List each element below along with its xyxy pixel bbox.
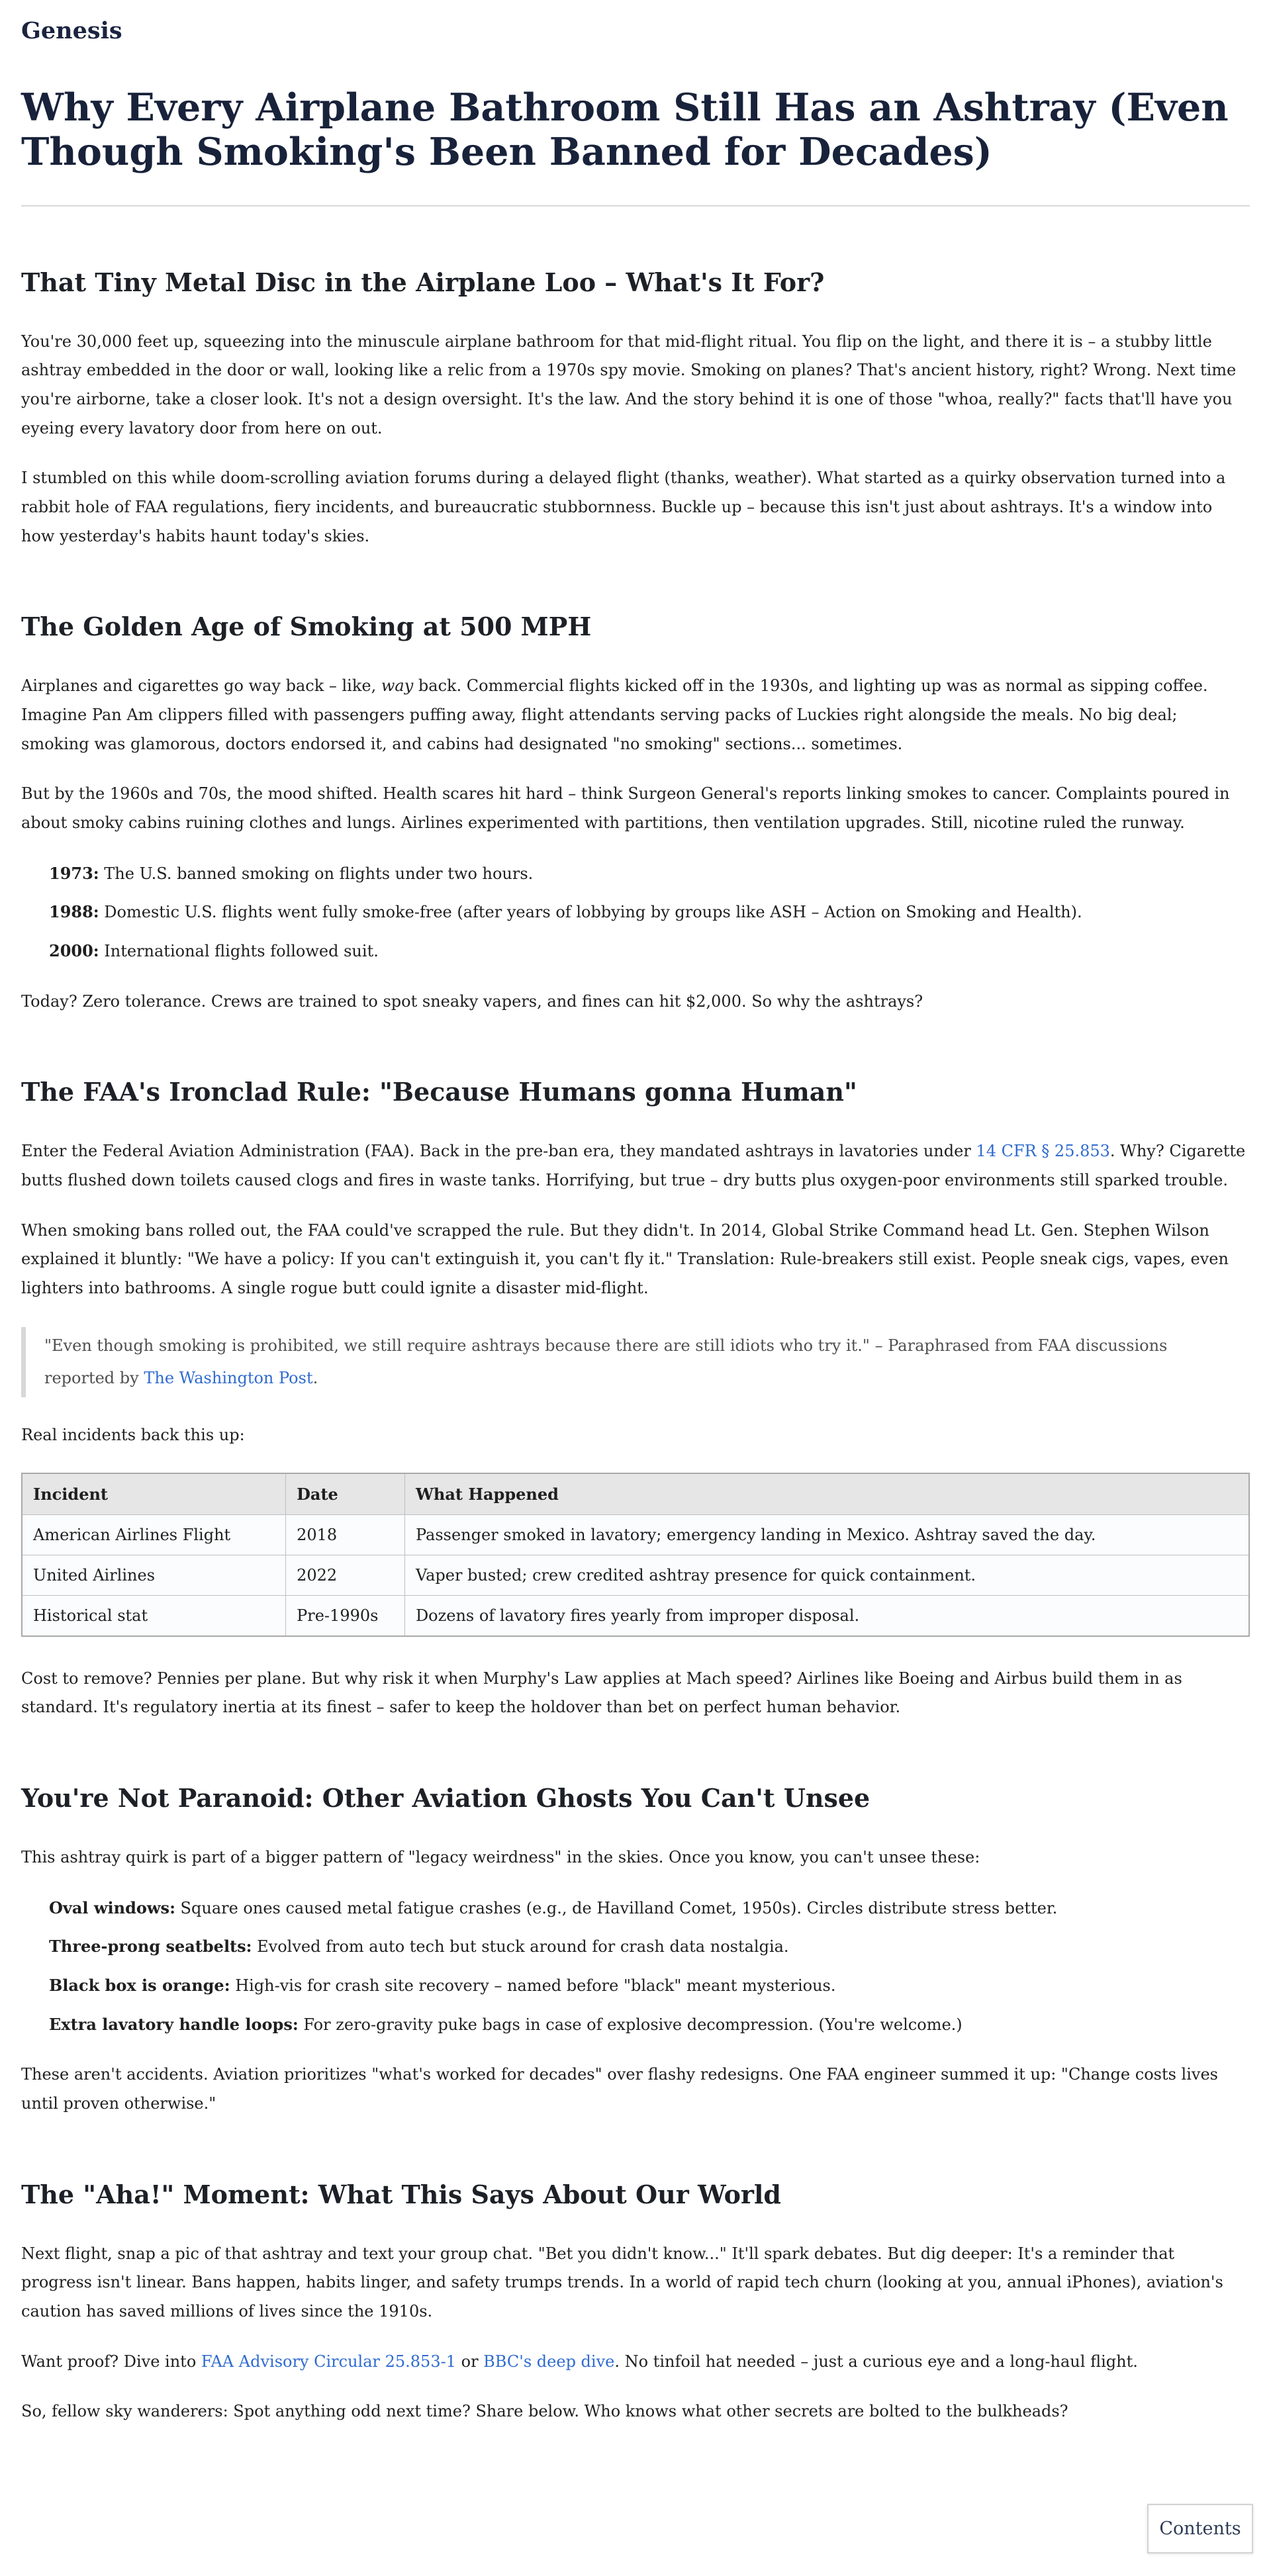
text-run: For zero-gravity puke bags in case of explosive decompression. (You're welcome.) xyxy=(298,2015,963,2034)
text-run: . xyxy=(312,1368,318,1387)
text-run: High-vis for crash site recovery – named before "black" meant mysterious. xyxy=(230,1976,836,1996)
paragraph: Today? Zero tolerance. Crews are trained to spot sneaky vapers, and fines can hit $2,000. So why the ashtrays? xyxy=(21,991,923,1011)
cfr-25-853-link[interactable]: 14 CFR § 25.853 xyxy=(976,1142,1110,1161)
faa-quote xyxy=(21,1327,1250,1397)
table-cell: Pre-1990s xyxy=(286,1595,405,1636)
table-header-row xyxy=(22,1473,1249,1515)
list-item xyxy=(49,2010,1250,2040)
table-row xyxy=(22,1595,1249,1636)
text-run: way xyxy=(381,676,414,696)
paragraph: When smoking bans rolled out, the FAA could've scrapped the rule. But they didn't. In 2014, Global Strike Command head Lt. Gen. Stephen Wilson explained it bluntly: "We have a policy: If you can't extinguish it, you can't fly it." Translation: Rule-breakers still exist. People sneak cigs, vapes, even lighters into bathrooms. A single rogue butt could ignite a disaster mid-flight. xyxy=(21,1220,1229,1297)
text-run: 1973: xyxy=(49,863,99,883)
faa-advisory-circular-link[interactable]: FAA Advisory Circular 25.853-1 xyxy=(201,2352,456,2371)
table-cell: 2018 xyxy=(286,1514,405,1555)
site-title: Genesis xyxy=(21,17,122,44)
list-item xyxy=(49,859,1250,889)
section-heading-golden-age: The Golden Age of Smoking at 500 MPH xyxy=(21,612,592,642)
paragraph: You're 30,000 feet up, squeezing into the minuscule airplane bathroom for that mid-flight ritual. You flip on the light, and there it is – a stubby little ashtray embedded in the door or wall, looking like a relic from a 1970s spy movie. Smoking on planes? That's ancient history, right? Wrong. Next time you're airborne, take a closer look. It's not a design oversight. It's the law. And the story behind it is one of those "whoa, really?" facts that'll have you eyeing every lavatory door from here on out. xyxy=(21,332,1237,437)
text-run: Enter the Federal Aviation Administration (FAA). Back in the pre-ban era, they mandated ashtrays in lavatories under xyxy=(21,1142,976,1161)
text-run: . Why? Cigarette butts flushed down toilets caused clogs and fires in waste tanks. Horrifying, but true – dry butts plus oxygen-poor environments still sparked trouble. xyxy=(21,1142,1246,1189)
text-run: Evolved from auto tech but stuck around for crash data nostalgia. xyxy=(252,1937,789,1956)
table-cell: Passenger smoked in lavatory; emergency landing in Mexico. Ashtray saved the day. xyxy=(404,1514,1249,1555)
incidents-table xyxy=(21,1473,1250,1637)
aviation-ghosts-list xyxy=(21,1894,1250,2040)
paragraph: But by the 1960s and 70s, the mood shifted. Health scares hit hard – think Surgeon General's reports linking smokes to cancer. Complaints poured in about smoky cabins ruining clothes and lungs. Airlines experimented with partitions, then ventilation upgrades. Still, nicotine ruled the runway. xyxy=(21,784,1230,832)
paragraph: Cost to remove? Pennies per plane. But why risk it when Murphy's Law applies at Mach speed? Airlines like Boeing and Airbus build them in as standard. It's regulatory inertia at its finest – safer to keep the holdover than bet on perfect human behavior. xyxy=(21,1669,1182,1717)
washington-post-link[interactable]: The Washington Post xyxy=(144,1368,313,1387)
text-run: 2000: xyxy=(49,941,99,960)
text-run: Black box is orange: xyxy=(49,1976,230,1996)
text-run: Want proof? Dive into xyxy=(21,2352,201,2371)
text-run: Domestic U.S. flights went fully smoke-free (after years of lobbying by groups like ASH – Action on Smoking and Health). xyxy=(99,903,1082,922)
list-item xyxy=(49,1894,1250,1923)
table-cell: Dozens of lavatory fires yearly from improper disposal. xyxy=(404,1595,1249,1636)
text-run: or xyxy=(455,2352,484,2371)
title-divider xyxy=(21,205,1250,207)
text-run: "Even though smoking is prohibited, we still require ashtrays because there are still idiots who try it." – Paraphrased from FAA discussions reported by xyxy=(44,1336,1168,1387)
text-run: back. Commercial flights kicked off in the 1930s, and lighting up was as normal as sipping coffee. Imagine Pan Am clippers filled with passengers puffing away, flight attendants serving packs of Luckies right alongside the meals. No big deal; smoking was glamorous, doctors endorsed it, and cabins had designated "no smoking" sections... sometimes. xyxy=(21,676,1208,753)
text-run: Three-prong seatbelts: xyxy=(49,1937,252,1956)
paragraph: I stumbled on this while doom-scrolling aviation forums during a delayed flight (thanks, weather). What started as a quirky observation turned into a rabbit hole of FAA regulations, fiery incidents, and bureaucratic stubbornness. Buckle up – because this isn't just about ashtrays. It's a window into how yesterday's habits haunt today's skies. xyxy=(21,469,1226,545)
table-header-cell: Incident xyxy=(22,1473,286,1515)
table-cell: American Airlines Flight xyxy=(22,1514,286,1555)
text-run: International flights followed suit. xyxy=(99,941,379,960)
table-cell: 2022 xyxy=(286,1555,405,1595)
contents-button[interactable]: Contents xyxy=(1147,2504,1253,2553)
text-run: Airplanes and cigarettes go way back – like, xyxy=(21,676,381,696)
list-item xyxy=(49,897,1250,927)
text-run: Oval windows: xyxy=(49,1898,175,1917)
list-item xyxy=(49,1971,1250,2001)
text-run: Extra lavatory handle loops: xyxy=(49,2014,299,2034)
paragraph: Next flight, snap a pic of that ashtray and text your group chat. "Bet you didn't know..." It'll spark debates. But dig deeper: It's a reminder that progress isn't linear. Bans happen, habits linger, and safety trumps trends. In a world of rapid tech churn (looking at you, annual iPhones), aviation's caution has saved millions of lives since the 1910s. xyxy=(21,2244,1223,2321)
table-row xyxy=(22,1514,1249,1555)
table-cell: Historical stat xyxy=(22,1595,286,1636)
bbc-deep-dive-link[interactable]: BBC's deep dive xyxy=(483,2352,615,2371)
paragraph xyxy=(21,672,1250,759)
paragraph: Real incidents back this up: xyxy=(21,1425,245,1444)
table-cell: Vaper busted; crew credited ashtray presence for quick containment. xyxy=(404,1555,1249,1595)
text-run: The U.S. banned smoking on flights under two hours. xyxy=(99,864,534,883)
table-header-cell: What Happened xyxy=(404,1473,1249,1515)
paragraph: This ashtray quirk is part of a bigger pattern of "legacy weirdness" in the skies. Once you know, you can't unsee these: xyxy=(21,1848,980,1866)
section-heading-tiny-metal-disc: That Tiny Metal Disc in the Airplane Loo – What's It For? xyxy=(21,267,825,297)
paragraph: So, fellow sky wanderers: Spot anything odd next time? Share below. Who knows what other secrets are bolted to the bulkheads? xyxy=(21,2402,1068,2421)
text-run: Square ones caused metal fatigue crashes (e.g., de Havilland Comet, 1950s). Circles distribute stress better. xyxy=(175,1898,1058,1917)
list-item xyxy=(49,1932,1250,1962)
list-item xyxy=(49,937,1250,966)
paragraph: These aren't accidents. Aviation prioritizes "what's worked for decades" over flashy redesigns. One FAA engineer summed it up: "Change costs lives until proven otherwise." xyxy=(21,2065,1218,2113)
text-run: . No tinfoil hat needed – just a curious eye and a long-haul flight. xyxy=(614,2352,1138,2371)
paragraph xyxy=(21,2348,1250,2377)
section-heading-not-paranoid: You're Not Paranoid: Other Aviation Ghosts You Can't Unsee xyxy=(21,1783,871,1813)
table-cell: United Airlines xyxy=(22,1555,286,1595)
paragraph xyxy=(21,1137,1250,1195)
table-header-cell: Date xyxy=(286,1473,405,1515)
timeline-list xyxy=(21,859,1250,966)
section-heading-faa-rule: The FAA's Ironclad Rule: "Because Humans gonna Human" xyxy=(21,1077,857,1107)
article-title: Why Every Airplane Bathroom Still Has an Ashtray (Even Though Smoking's Been Banned for Decades) xyxy=(21,85,1229,175)
text-run: 1988: xyxy=(49,902,99,922)
section-heading-aha-moment: The "Aha!" Moment: What This Says About Our World xyxy=(21,2179,781,2209)
table-row xyxy=(22,1555,1249,1595)
